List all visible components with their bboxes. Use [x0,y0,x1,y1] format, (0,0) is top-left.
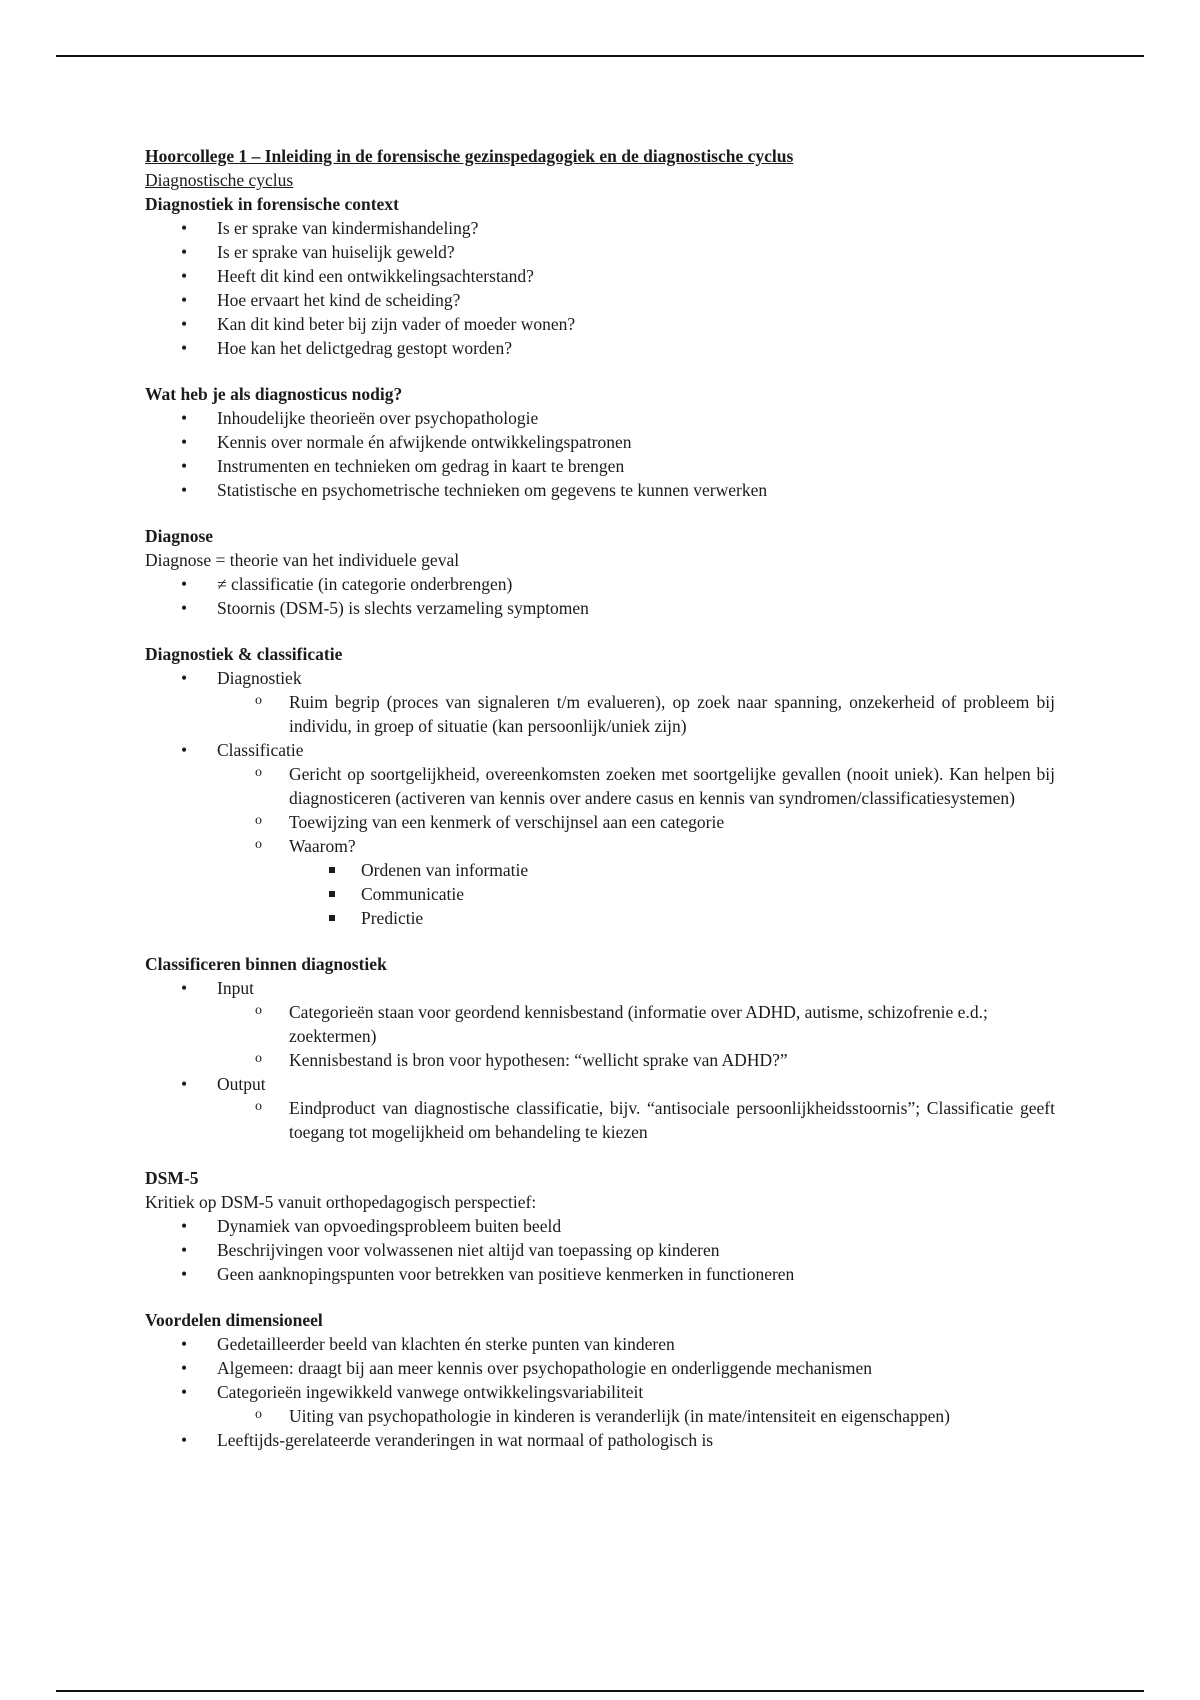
list-item: o Toewijzing van een kenmerk of verschijnsel aan een categorie [217,810,1055,834]
list-item: • Stoornis (DSM-5) is slechts verzameling symptomen [145,596,1055,620]
list-item [145,1380,1055,1428]
needs-list [145,406,1055,502]
list-item: • Gedetailleerder beeld van klachten én sterke punten van kinderen [145,1332,1055,1356]
dsm5-intro: Kritiek op DSM-5 vanuit orthopedagogisch perspectief: [145,1192,537,1212]
list-item [145,666,1055,738]
list-item [145,738,1055,930]
heading-classifying-within-diagnostics: Classificeren binnen diagnostiek [145,954,387,974]
list-item [145,976,1055,1072]
heading-dimensional-advantages: Voordelen dimensioneel [145,1310,323,1330]
classificatie-sublist [217,762,1055,930]
waarom-label: Waarom? [289,836,356,856]
list-item: o Ruim begrip (proces van signaleren t/m evalueren), op zoek naar spanning, onzekerheid of probleem bij individu, in groep of situatie (kan persoonlijk/uniek zijn) [217,690,1055,738]
input-label: Input [217,978,254,998]
list-item: • Is er sprake van huiselijk geweld? [145,240,1055,264]
list-item [217,834,1055,930]
document-subtitle: Diagnostische cyclus [145,170,294,190]
list-item: • Instrumenten en technieken om gedrag in kaart te brengen [145,454,1055,478]
top-rule [56,55,1144,57]
list-item: • Inhoudelijke theorieën over psychopathologie [145,406,1055,430]
list-item: • Statistische en psychometrische technieken om gegevens te kunnen verwerken [145,478,1055,502]
heading-diagnose: Diagnose [145,526,214,546]
classifying-list [145,976,1055,1144]
diagnostiek-sublist [217,690,1055,738]
list-item: • Is er sprake van kindermishandeling? [145,216,1055,240]
diagnose-list [145,572,1055,620]
dsm5-list [145,1214,1055,1286]
dimensional-list [145,1332,1055,1452]
list-item: Ordenen van informatie [289,858,1055,882]
input-sublist [217,1000,1055,1072]
bottom-rule [56,1690,1144,1692]
output-sublist [217,1096,1055,1144]
diagnostics-classification-list [145,666,1055,930]
classificatie-label: Classificatie [217,740,304,760]
waarom-sublist [289,858,1055,930]
list-item: • Hoe ervaart het kind de scheiding? [145,288,1055,312]
list-item: Predictie [289,906,1055,930]
list-item: o Gericht op soortgelijkheid, overeenkomsten zoeken met soortgelijke gevallen (nooit uniek). Kan helpen bij diagnosticeren (activeren van kennis over andere casus en kennis van syndromen/classificatiesystemen) [217,762,1055,810]
list-item: • ≠ classificatie (in categorie onderbrengen) [145,572,1055,596]
output-label: Output [217,1074,266,1094]
list-item: o Eindproduct van diagnostische classificatie, bijv. “antisociale persoonlijkheidsstoornis”; Classificatie geeft toegang tot mogelijkheid om behandeling te kiezen [217,1096,1055,1144]
list-item: o Kennisbestand is bron voor hypothesen: “wellicht sprake van ADHD?” [217,1048,1055,1072]
list-item: • Leeftijds-gerelateerde veranderingen in wat normaal of pathologisch is [145,1428,1055,1452]
dimensional-item3-label: Categorieën ingewikkeld vanwege ontwikkelingsvariabiliteit [217,1382,644,1402]
list-item: • Heeft dit kind een ontwikkelingsachterstand? [145,264,1055,288]
list-item: • Geen aanknopingspunten voor betrekken van positieve kenmerken in functioneren [145,1262,1055,1286]
list-item: Communicatie [289,882,1055,906]
dimensional-item3-sublist [217,1404,1055,1428]
list-item: o Uiting van psychopathologie in kinderen is veranderlijk (in mate/intensiteit en eigenschappen) [217,1404,1055,1428]
list-item: • Kan dit kind beter bij zijn vader of moeder wonen? [145,312,1055,336]
list-item: • Kennis over normale én afwijkende ontwikkelingspatronen [145,430,1055,454]
list-item: • Beschrijvingen voor volwassenen niet altijd van toepassing op kinderen [145,1238,1055,1262]
heading-forensic-context: Diagnostiek in forensische context [145,194,399,214]
forensic-question-list [145,216,1055,360]
document-title: Hoorcollege 1 – Inleiding in de forensische gezinspedagogiek en de diagnostische cyclus [145,146,794,166]
heading-dsm5: DSM-5 [145,1168,199,1188]
diagnostiek-label: Diagnostiek [217,668,302,688]
list-item [145,1072,1055,1144]
document-body [145,144,1055,1452]
list-item: • Hoe kan het delictgedrag gestopt worden? [145,336,1055,360]
list-item: • Dynamiek van opvoedingsprobleem buiten beeld [145,1214,1055,1238]
heading-diagnostics-classification: Diagnostiek & classificatie [145,644,343,664]
list-item: o Categorieën staan voor geordend kennisbestand (informatie over ADHD, autisme, schizofrenie e.d.; zoektermen) [217,1000,1055,1048]
heading-diagnostician-needs: Wat heb je als diagnosticus nodig? [145,384,403,404]
list-item: • Algemeen: draagt bij aan meer kennis over psychopathologie en onderliggende mechanismen [145,1356,1055,1380]
diagnose-intro: Diagnose = theorie van het individuele geval [145,550,460,570]
